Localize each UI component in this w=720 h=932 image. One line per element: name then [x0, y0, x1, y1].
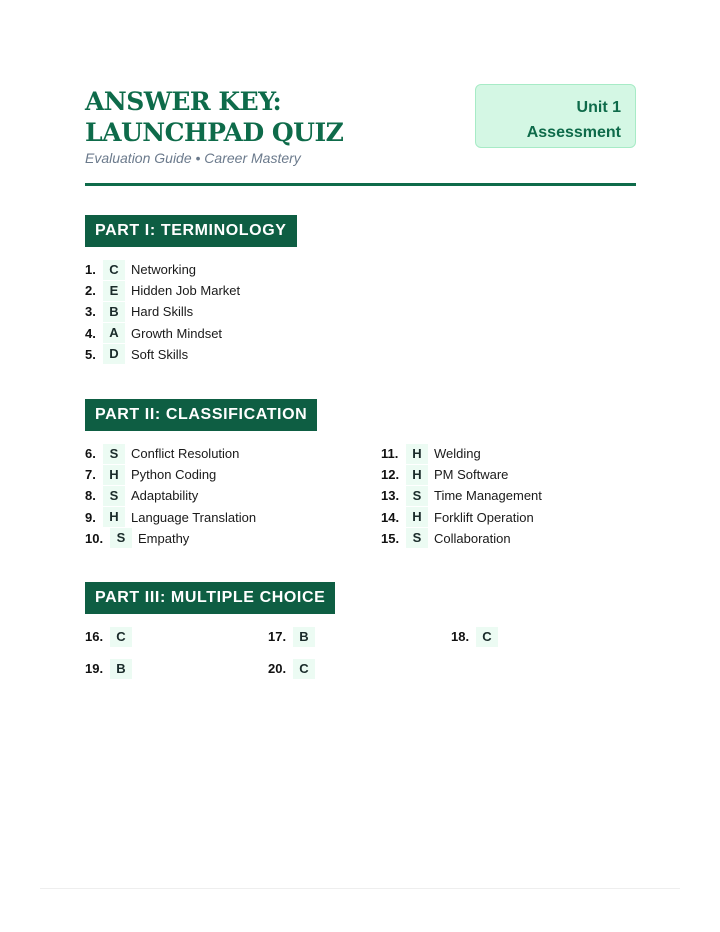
- section-label-part1: PART I: TERMINOLOGY: [85, 215, 297, 247]
- answer-term: Language Translation: [131, 509, 257, 525]
- item-number: 12.: [381, 467, 400, 483]
- item-number: 9.: [85, 509, 96, 525]
- answer-letter: E: [103, 281, 125, 301]
- item-number: 10.: [85, 530, 104, 546]
- section-label-part2: PART II: CLASSIFICATION: [85, 399, 317, 431]
- answer-letter: H: [406, 444, 428, 464]
- answer-letter: H: [406, 507, 428, 527]
- answer-letter: B: [293, 627, 315, 647]
- answer-term: Growth Mindset: [131, 325, 223, 341]
- answer-term: Hard Skills: [131, 304, 194, 320]
- page-subtitle: Evaluation Guide • Career Mastery: [85, 150, 301, 166]
- item-number: 2.: [85, 283, 96, 299]
- answer-term: Hidden Job Market: [131, 283, 241, 299]
- answer-item: [381, 464, 508, 485]
- answer-term: Collaboration: [434, 530, 511, 546]
- answer-letter: B: [110, 659, 132, 679]
- unit-badge: [475, 84, 636, 148]
- page-title: ANSWER KEY: LAUNCHPAD QUIZ: [85, 87, 344, 147]
- answer-item: [85, 344, 188, 365]
- answer-item: [381, 485, 542, 506]
- answer-item: [85, 528, 189, 549]
- answer-letter: H: [103, 465, 125, 485]
- item-number: 7.: [85, 467, 96, 483]
- answer-item: [85, 280, 240, 301]
- answer-letter: S: [406, 528, 428, 548]
- answer-letter: B: [103, 302, 125, 322]
- answer-item: [451, 626, 504, 647]
- item-number: 6.: [85, 446, 96, 461]
- answer-term: Welding: [434, 446, 481, 461]
- answer-item: [85, 259, 196, 280]
- answer-letter: S: [103, 444, 125, 464]
- item-number: 5.: [85, 346, 96, 362]
- header-divider: [85, 183, 636, 186]
- item-number: 14.: [381, 509, 400, 525]
- item-number: 16.: [85, 629, 104, 644]
- unit-badge-line1: Unit 1: [576, 99, 621, 116]
- answer-item: [85, 443, 239, 464]
- answer-item: [85, 507, 256, 528]
- answer-term: Python Coding: [131, 467, 217, 483]
- answer-letter: C: [110, 627, 132, 647]
- answer-letter: C: [476, 627, 498, 647]
- answer-term: Time Management: [434, 488, 542, 504]
- answer-item: [85, 626, 138, 647]
- answer-item: [268, 626, 321, 647]
- answer-key-page: [85, 84, 636, 676]
- answer-item: [85, 301, 193, 322]
- answer-item: [85, 658, 138, 679]
- answer-term: PM Software: [434, 467, 509, 483]
- answer-term: Soft Skills: [131, 346, 189, 362]
- item-number: 13.: [381, 488, 400, 504]
- item-number: 4.: [85, 325, 96, 341]
- header: [85, 84, 636, 184]
- answer-item: [85, 323, 222, 344]
- section-label-part3: PART III: MULTIPLE CHOICE: [85, 582, 335, 614]
- item-number: 15.: [381, 530, 400, 546]
- answer-letter: H: [103, 507, 125, 527]
- answer-item: [85, 464, 216, 485]
- item-number: 1.: [85, 262, 96, 277]
- answer-item: [85, 485, 198, 506]
- answer-item: [381, 528, 511, 549]
- item-number: 17.: [268, 629, 287, 644]
- unit-badge-line2: Assessment: [526, 124, 621, 141]
- answer-letter: H: [406, 465, 428, 485]
- item-number: 11.: [381, 446, 399, 461]
- footer-divider: [40, 888, 680, 889]
- answer-term: Networking: [131, 262, 197, 277]
- item-number: 19.: [85, 661, 104, 676]
- answer-letter: D: [103, 344, 125, 364]
- answer-term: Empathy: [138, 530, 190, 546]
- answer-term: Forklift Operation: [434, 509, 534, 525]
- answer-item: [381, 443, 481, 464]
- answer-letter: S: [110, 528, 132, 548]
- answer-letter: S: [103, 486, 125, 506]
- answer-item: [381, 507, 534, 528]
- answer-letter: S: [406, 486, 428, 506]
- item-number: 8.: [85, 488, 96, 504]
- item-number: 3.: [85, 304, 96, 320]
- answer-letter: C: [293, 659, 315, 679]
- answer-term: Conflict Resolution: [131, 446, 240, 461]
- answer-item: [268, 658, 321, 679]
- answer-letter: C: [103, 260, 125, 280]
- answer-letter: A: [103, 323, 125, 343]
- answer-term: Adaptability: [131, 488, 199, 504]
- item-number: 20.: [268, 661, 287, 676]
- item-number: 18.: [451, 629, 470, 644]
